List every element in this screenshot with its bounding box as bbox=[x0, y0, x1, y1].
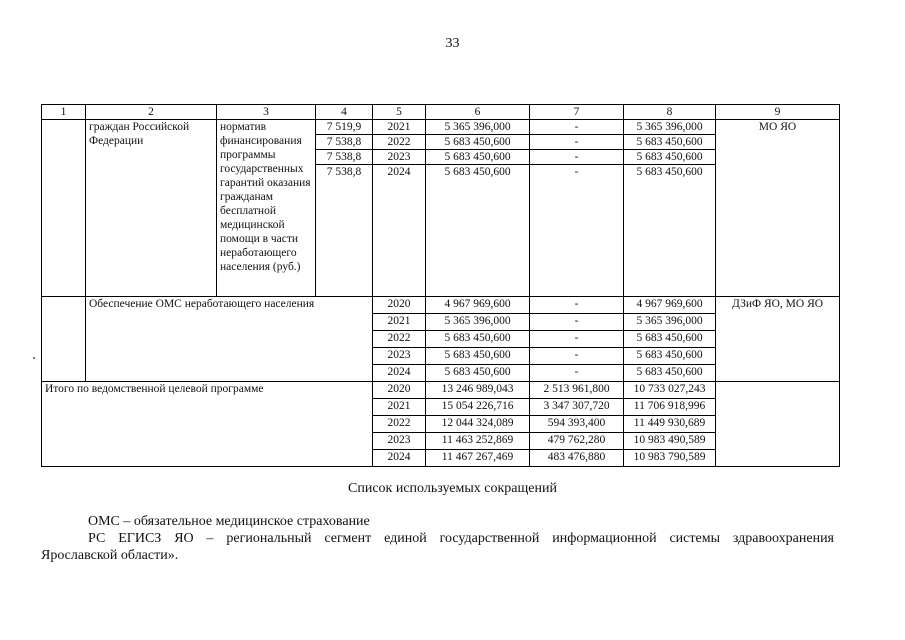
amount-total-cell: 5 683 450,600 bbox=[426, 331, 530, 348]
header-cell: 9 bbox=[716, 105, 840, 120]
amount-federal-cell: - bbox=[530, 365, 624, 382]
amount-total-cell: 5 683 450,600 bbox=[426, 165, 530, 297]
year-cell: 2024 bbox=[373, 365, 426, 382]
year-cell: 2022 bbox=[373, 331, 426, 348]
amount-federal-cell: - bbox=[530, 348, 624, 365]
executor-cell: ДЗиФ ЯО, МО ЯО bbox=[716, 297, 840, 382]
year-cell: 2023 bbox=[373, 150, 426, 165]
year-cell: 2024 bbox=[373, 165, 426, 297]
executor-cell bbox=[716, 382, 840, 467]
amount-total-cell: 11 467 267,469 bbox=[426, 450, 530, 467]
amount-federal-cell: 2 513 961,800 bbox=[530, 382, 624, 399]
amount-total-cell: 11 463 252,869 bbox=[426, 433, 530, 450]
amount-total-cell: 12 044 324,089 bbox=[426, 416, 530, 433]
activity-title-cell: Обеспечение ОМС неработающего населения bbox=[86, 297, 373, 382]
table-row bbox=[42, 297, 840, 314]
amount-total-cell: 5 683 450,600 bbox=[426, 135, 530, 150]
year-cell: 2020 bbox=[373, 382, 426, 399]
amount-federal-cell: - bbox=[530, 135, 624, 150]
amount-regional-cell: 5 683 450,600 bbox=[624, 331, 716, 348]
amount-regional-cell: 10 983 490,589 bbox=[624, 433, 716, 450]
year-cell: 2021 bbox=[373, 399, 426, 416]
amount-regional-cell: 10 983 790,589 bbox=[624, 450, 716, 467]
amount-federal-cell: - bbox=[530, 165, 624, 297]
header-cell: 2 bbox=[86, 105, 217, 120]
norm-value-cell: 7 538,8 bbox=[316, 135, 373, 150]
executor-cell: МО ЯО bbox=[716, 120, 840, 297]
norm-value-cell: 7 538,8 bbox=[316, 165, 373, 297]
abbreviation-egisz-continued: Ярославской области». bbox=[41, 548, 179, 563]
scan-mark bbox=[33, 357, 35, 359]
year-cell: 2023 bbox=[373, 433, 426, 450]
header-cell: 8 bbox=[624, 105, 716, 120]
amount-federal-cell: 483 476,880 bbox=[530, 450, 624, 467]
amount-regional-cell: 11 706 918,996 bbox=[624, 399, 716, 416]
indicator-cell: норматив финансирования программы государственных гарантий оказания гражданам бесплатной медицинской помощи в части неработающего населения (руб.) bbox=[217, 120, 316, 297]
table-header-row bbox=[42, 105, 840, 120]
amount-federal-cell: - bbox=[530, 150, 624, 165]
norm-value-cell: 7 538,8 bbox=[316, 150, 373, 165]
year-cell: 2022 bbox=[373, 135, 426, 150]
abbreviation-oms: ОМС – обязательное медицинское страхование bbox=[88, 514, 370, 529]
amount-total-cell: 15 054 226,716 bbox=[426, 399, 530, 416]
amount-total-cell: 5 683 450,600 bbox=[426, 365, 530, 382]
amount-regional-cell: 5 365 396,000 bbox=[624, 314, 716, 331]
abbreviation-egisz: РС ЕГИСЗ ЯО – региональный сегмент единой государственной информационной системы здравоохранения bbox=[88, 531, 834, 546]
amount-regional-cell: 11 449 930,689 bbox=[624, 416, 716, 433]
amount-regional-cell: 5 683 450,600 bbox=[624, 348, 716, 365]
header-cell: 1 bbox=[42, 105, 86, 120]
year-cell: 2022 bbox=[373, 416, 426, 433]
amount-federal-cell: 594 393,400 bbox=[530, 416, 624, 433]
amount-regional-cell: 4 967 969,600 bbox=[624, 297, 716, 314]
amount-total-cell: 5 683 450,600 bbox=[426, 150, 530, 165]
year-cell: 2020 bbox=[373, 297, 426, 314]
year-cell: 2023 bbox=[373, 348, 426, 365]
amount-federal-cell: 479 762,280 bbox=[530, 433, 624, 450]
header-cell: 7 bbox=[530, 105, 624, 120]
index-cell bbox=[42, 297, 86, 382]
abbreviations-title: Список используемых сокращений bbox=[348, 481, 557, 496]
page-number: 33 bbox=[445, 36, 460, 51]
table-row bbox=[42, 382, 840, 399]
table-row bbox=[42, 120, 840, 135]
amount-total-cell: 5 365 396,000 bbox=[426, 120, 530, 135]
amount-federal-cell: - bbox=[530, 120, 624, 135]
header-cell: 6 bbox=[426, 105, 530, 120]
header-cell: 4 bbox=[316, 105, 373, 120]
amount-total-cell: 4 967 969,600 bbox=[426, 297, 530, 314]
amount-federal-cell: - bbox=[530, 314, 624, 331]
amount-regional-cell: 10 733 027,243 bbox=[624, 382, 716, 399]
amount-total-cell: 5 365 396,000 bbox=[426, 314, 530, 331]
amount-regional-cell: 5 683 450,600 bbox=[624, 135, 716, 150]
year-cell: 2021 bbox=[373, 314, 426, 331]
amount-total-cell: 5 683 450,600 bbox=[426, 348, 530, 365]
index-cell bbox=[42, 120, 86, 297]
header-cell: 5 bbox=[373, 105, 426, 120]
norm-value-cell: 7 519,9 bbox=[316, 120, 373, 135]
amount-total-cell: 13 246 989,043 bbox=[426, 382, 530, 399]
year-cell: 2021 bbox=[373, 120, 426, 135]
year-cell: 2024 bbox=[373, 450, 426, 467]
amount-regional-cell: 5 683 450,600 bbox=[624, 165, 716, 297]
amount-regional-cell: 5 683 450,600 bbox=[624, 365, 716, 382]
amount-regional-cell: 5 365 396,000 bbox=[624, 120, 716, 135]
amount-federal-cell: - bbox=[530, 297, 624, 314]
amount-federal-cell: - bbox=[530, 331, 624, 348]
target-group-cell: граждан Российской Федерации bbox=[86, 120, 217, 297]
amount-regional-cell: 5 683 450,600 bbox=[624, 150, 716, 165]
total-title-cell: Итого по ведомственной целевой программе bbox=[42, 382, 373, 467]
budget-table bbox=[41, 104, 840, 467]
amount-federal-cell: 3 347 307,720 bbox=[530, 399, 624, 416]
header-cell: 3 bbox=[217, 105, 316, 120]
